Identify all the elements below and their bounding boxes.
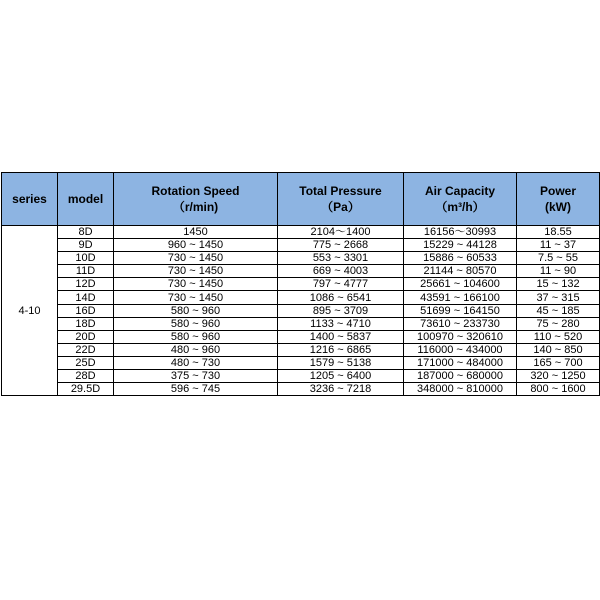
table-row bbox=[2, 343, 600, 356]
power-cell: 165 ~ 700 bbox=[517, 356, 600, 369]
model-cell: 20D bbox=[58, 330, 114, 343]
total-pressure-cell: 797 ~ 4777 bbox=[278, 278, 404, 291]
rotation-speed-cell: 480 ~ 960 bbox=[114, 343, 278, 356]
total-pressure-cell: 2104～1400 bbox=[278, 226, 404, 239]
power-cell: 18.55 bbox=[517, 226, 600, 239]
power-cell: 15 ~ 132 bbox=[517, 278, 600, 291]
header-total-pressure: Total Pressure （Pa） bbox=[278, 173, 404, 226]
model-cell: 22D bbox=[58, 343, 114, 356]
total-pressure-cell: 1205 ~ 6400 bbox=[278, 370, 404, 383]
rotation-speed-cell: 730 ~ 1450 bbox=[114, 265, 278, 278]
rotation-speed-cell: 960 ~ 1450 bbox=[114, 239, 278, 252]
table-row bbox=[2, 252, 600, 265]
total-pressure-cell: 895 ~ 3709 bbox=[278, 304, 404, 317]
series-cell: 4-10 bbox=[2, 226, 58, 396]
rotation-speed-cell: 375 ~ 730 bbox=[114, 370, 278, 383]
power-cell: 75 ~ 280 bbox=[517, 317, 600, 330]
power-cell: 11 ~ 90 bbox=[517, 265, 600, 278]
rotation-speed-cell: 730 ~ 1450 bbox=[114, 252, 278, 265]
total-pressure-cell: 669 ~ 4003 bbox=[278, 265, 404, 278]
model-cell: 14D bbox=[58, 291, 114, 304]
rotation-speed-cell: 580 ~ 960 bbox=[114, 330, 278, 343]
rotation-speed-cell: 480 ~ 730 bbox=[114, 356, 278, 369]
model-cell: 8D bbox=[58, 226, 114, 239]
table-row bbox=[2, 304, 600, 317]
air-capacity-cell: 73610 ~ 233730 bbox=[404, 317, 517, 330]
table-row bbox=[2, 383, 600, 396]
air-capacity-cell: 15886 ~ 60533 bbox=[404, 252, 517, 265]
power-cell: 140 ~ 850 bbox=[517, 343, 600, 356]
power-cell: 37 ~ 315 bbox=[517, 291, 600, 304]
rotation-speed-cell: 730 ~ 1450 bbox=[114, 278, 278, 291]
power-cell: 7.5 ~ 55 bbox=[517, 252, 600, 265]
model-cell: 12D bbox=[58, 278, 114, 291]
total-pressure-cell: 1579 ~ 5138 bbox=[278, 356, 404, 369]
power-cell: 11 ~ 37 bbox=[517, 239, 600, 252]
air-capacity-cell: 16156～30993 bbox=[404, 226, 517, 239]
model-cell: 11D bbox=[58, 265, 114, 278]
air-capacity-cell: 116000 ~ 434000 bbox=[404, 343, 517, 356]
power-cell: 45 ~ 185 bbox=[517, 304, 600, 317]
table-row bbox=[2, 317, 600, 330]
model-cell: 25D bbox=[58, 356, 114, 369]
model-cell: 10D bbox=[58, 252, 114, 265]
model-cell: 28D bbox=[58, 370, 114, 383]
header-row bbox=[2, 173, 600, 226]
air-capacity-cell: 171000 ~ 484000 bbox=[404, 356, 517, 369]
air-capacity-cell: 15229 ~ 44128 bbox=[404, 239, 517, 252]
spec-table bbox=[1, 172, 600, 396]
model-cell: 18D bbox=[58, 317, 114, 330]
model-cell: 9D bbox=[58, 239, 114, 252]
air-capacity-cell: 21144 ~ 80570 bbox=[404, 265, 517, 278]
total-pressure-cell: 1216 ~ 6865 bbox=[278, 343, 404, 356]
table-row bbox=[2, 265, 600, 278]
power-cell: 320 ~ 1250 bbox=[517, 370, 600, 383]
table-row bbox=[2, 330, 600, 343]
air-capacity-cell: 25661 ~ 104600 bbox=[404, 278, 517, 291]
table-body bbox=[2, 226, 600, 396]
air-capacity-cell: 43591 ~ 166100 bbox=[404, 291, 517, 304]
table-row bbox=[2, 239, 600, 252]
rotation-speed-cell: 730 ~ 1450 bbox=[114, 291, 278, 304]
air-capacity-cell: 187000 ~ 680000 bbox=[404, 370, 517, 383]
rotation-speed-cell: 580 ~ 960 bbox=[114, 304, 278, 317]
header-power: Power (kW) bbox=[517, 173, 600, 226]
rotation-speed-cell: 1450 bbox=[114, 226, 278, 239]
total-pressure-cell: 1086 ~ 6541 bbox=[278, 291, 404, 304]
total-pressure-cell: 3236 ~ 7218 bbox=[278, 383, 404, 396]
rotation-speed-cell: 596 ~ 745 bbox=[114, 383, 278, 396]
table-row bbox=[2, 356, 600, 369]
rotation-speed-cell: 580 ~ 960 bbox=[114, 317, 278, 330]
header-series: series bbox=[2, 173, 58, 226]
header-air-capacity: Air Capacity （m³/h） bbox=[404, 173, 517, 226]
table-row bbox=[2, 226, 600, 239]
total-pressure-cell: 1400 ~ 5837 bbox=[278, 330, 404, 343]
air-capacity-cell: 100970 ~ 320610 bbox=[404, 330, 517, 343]
model-cell: 16D bbox=[58, 304, 114, 317]
table-row bbox=[2, 278, 600, 291]
model-cell: 29.5D bbox=[58, 383, 114, 396]
air-capacity-cell: 348000 ~ 810000 bbox=[404, 383, 517, 396]
power-cell: 800 ~ 1600 bbox=[517, 383, 600, 396]
power-cell: 110 ~ 520 bbox=[517, 330, 600, 343]
total-pressure-cell: 775 ~ 2668 bbox=[278, 239, 404, 252]
table-row bbox=[2, 370, 600, 383]
air-capacity-cell: 51699 ~ 164150 bbox=[404, 304, 517, 317]
table-row bbox=[2, 291, 600, 304]
header-model: model bbox=[58, 173, 114, 226]
total-pressure-cell: 1133 ~ 4710 bbox=[278, 317, 404, 330]
total-pressure-cell: 553 ~ 3301 bbox=[278, 252, 404, 265]
header-rotation-speed: Rotation Speed （r/min) bbox=[114, 173, 278, 226]
